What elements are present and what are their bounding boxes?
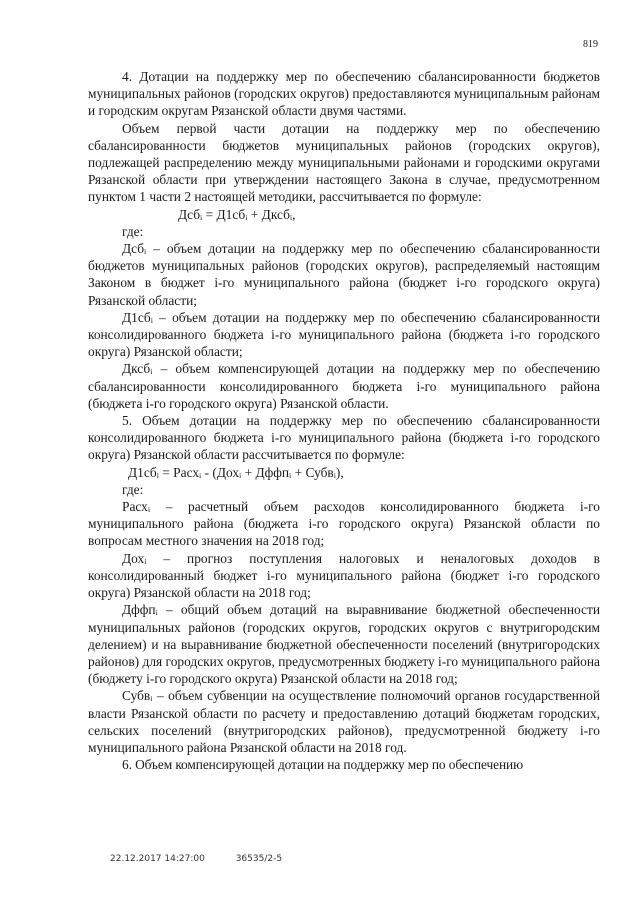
where-label: где: bbox=[122, 223, 144, 239]
paragraph-4: 4. Дотации на поддержку мер по обеспечению сбалансированности бюджетов муниципальных районов (городских округов) предоставляются муниципальным районам и городским округам Рязанской области двумя частями. bbox=[88, 69, 600, 119]
paragraph-6: 6. Объем компенсирующей дотации на поддержку мер по обеспечению bbox=[122, 757, 523, 773]
paragraph-first-part: Объем первой части дотации на поддержку мер по обеспечению сбалансированности бюджетов муниципальных районов (городских округов), подлежащей распределению между муниципальными районами и городскими округами Рязанской области при утверждении настоящего Закона в случае, предусмотренном пунктом 1 части 2 настоящей методики, рассчитывается по формуле: bbox=[88, 120, 600, 205]
definition-dffp: Дффпᵢ – общий объем дотаций на выравнивание бюджетной обеспеченности муниципальных районов (городских округов, городских округов с внутригородским делением) и на выравнивание бюджетной обеспеченности поселений (внутригородских районов) для городских округов, предусмотренных бюджету i-го муниципального района (бюджету i-го городского округа) Рязанской области на 2018 год; bbox=[88, 602, 600, 687]
formula-dsb: Дсбᵢ = Д1сбᵢ + Дксбᵢ, bbox=[178, 206, 296, 222]
definition-dsb: Дсбᵢ – объем дотации на поддержку мер по обеспечению сбалансированности бюджетов муниципальных районов (городских округов), распределяемый настоящим Законом в бюджет i-го муниципального района (бюджет i-го городского округа) Рязанской области; bbox=[88, 241, 600, 308]
definition-doh: Дохᵢ – прогноз поступления налоговых и неналоговых доходов в консолидированный бюджет i-го муниципального района (бюджет i-го городского округа) Рязанской области на 2018 год; bbox=[88, 550, 600, 601]
paragraph-5: 5. Объем дотации на поддержку мер по обеспечению сбалансированности консолидированного бюджета i-го муниципального района (бюджета i-го городского округа) Рязанской области рассчитывается по формуле: bbox=[88, 413, 600, 463]
definition-subv: Субвᵢ – объем субвенции на осуществление полномочий органов государственной власти Рязанской области по расчету и предоставлению дотаций бюджетам городских, сельских поселений (внутригородских районов), предусмотренной бюджету i-го муниципального района Рязанской области на 2018 год. bbox=[88, 688, 600, 755]
where-label-2: где: bbox=[122, 481, 144, 497]
formula-d1sb: Д1сбᵢ = Расхᵢ - (Дохᵢ + Дффпᵢ + Субвᵢ), bbox=[128, 464, 344, 480]
definition-rash: Расхᵢ – расчетный объем расходов консолидированного бюджета i-го муниципального района (бюджета i-го городского округа) Рязанской области по вопросам местного значения на 2018 год; bbox=[88, 499, 600, 549]
footer-doc-code: 36535/2-5 bbox=[235, 854, 283, 864]
page-footer bbox=[110, 854, 310, 864]
footer-timestamp: 22.12.2017 14:27:00 bbox=[110, 854, 205, 864]
page-number: 819 bbox=[583, 39, 598, 50]
document-body bbox=[88, 68, 600, 773]
definition-d1sb: Д1сбᵢ – объем дотации на поддержку мер по обеспечению сбалансированности консолидированного бюджета i-го муниципального района (бюджета i-го городского округа) Рязанской области; bbox=[88, 309, 600, 360]
definition-dksb: Дксбᵢ – объем компенсирующей дотации на поддержку мер по обеспечению сбалансированности консолидированного бюджета i-го муниципального района (бюджета i-го городского округа) Рязанской области. bbox=[88, 361, 600, 411]
